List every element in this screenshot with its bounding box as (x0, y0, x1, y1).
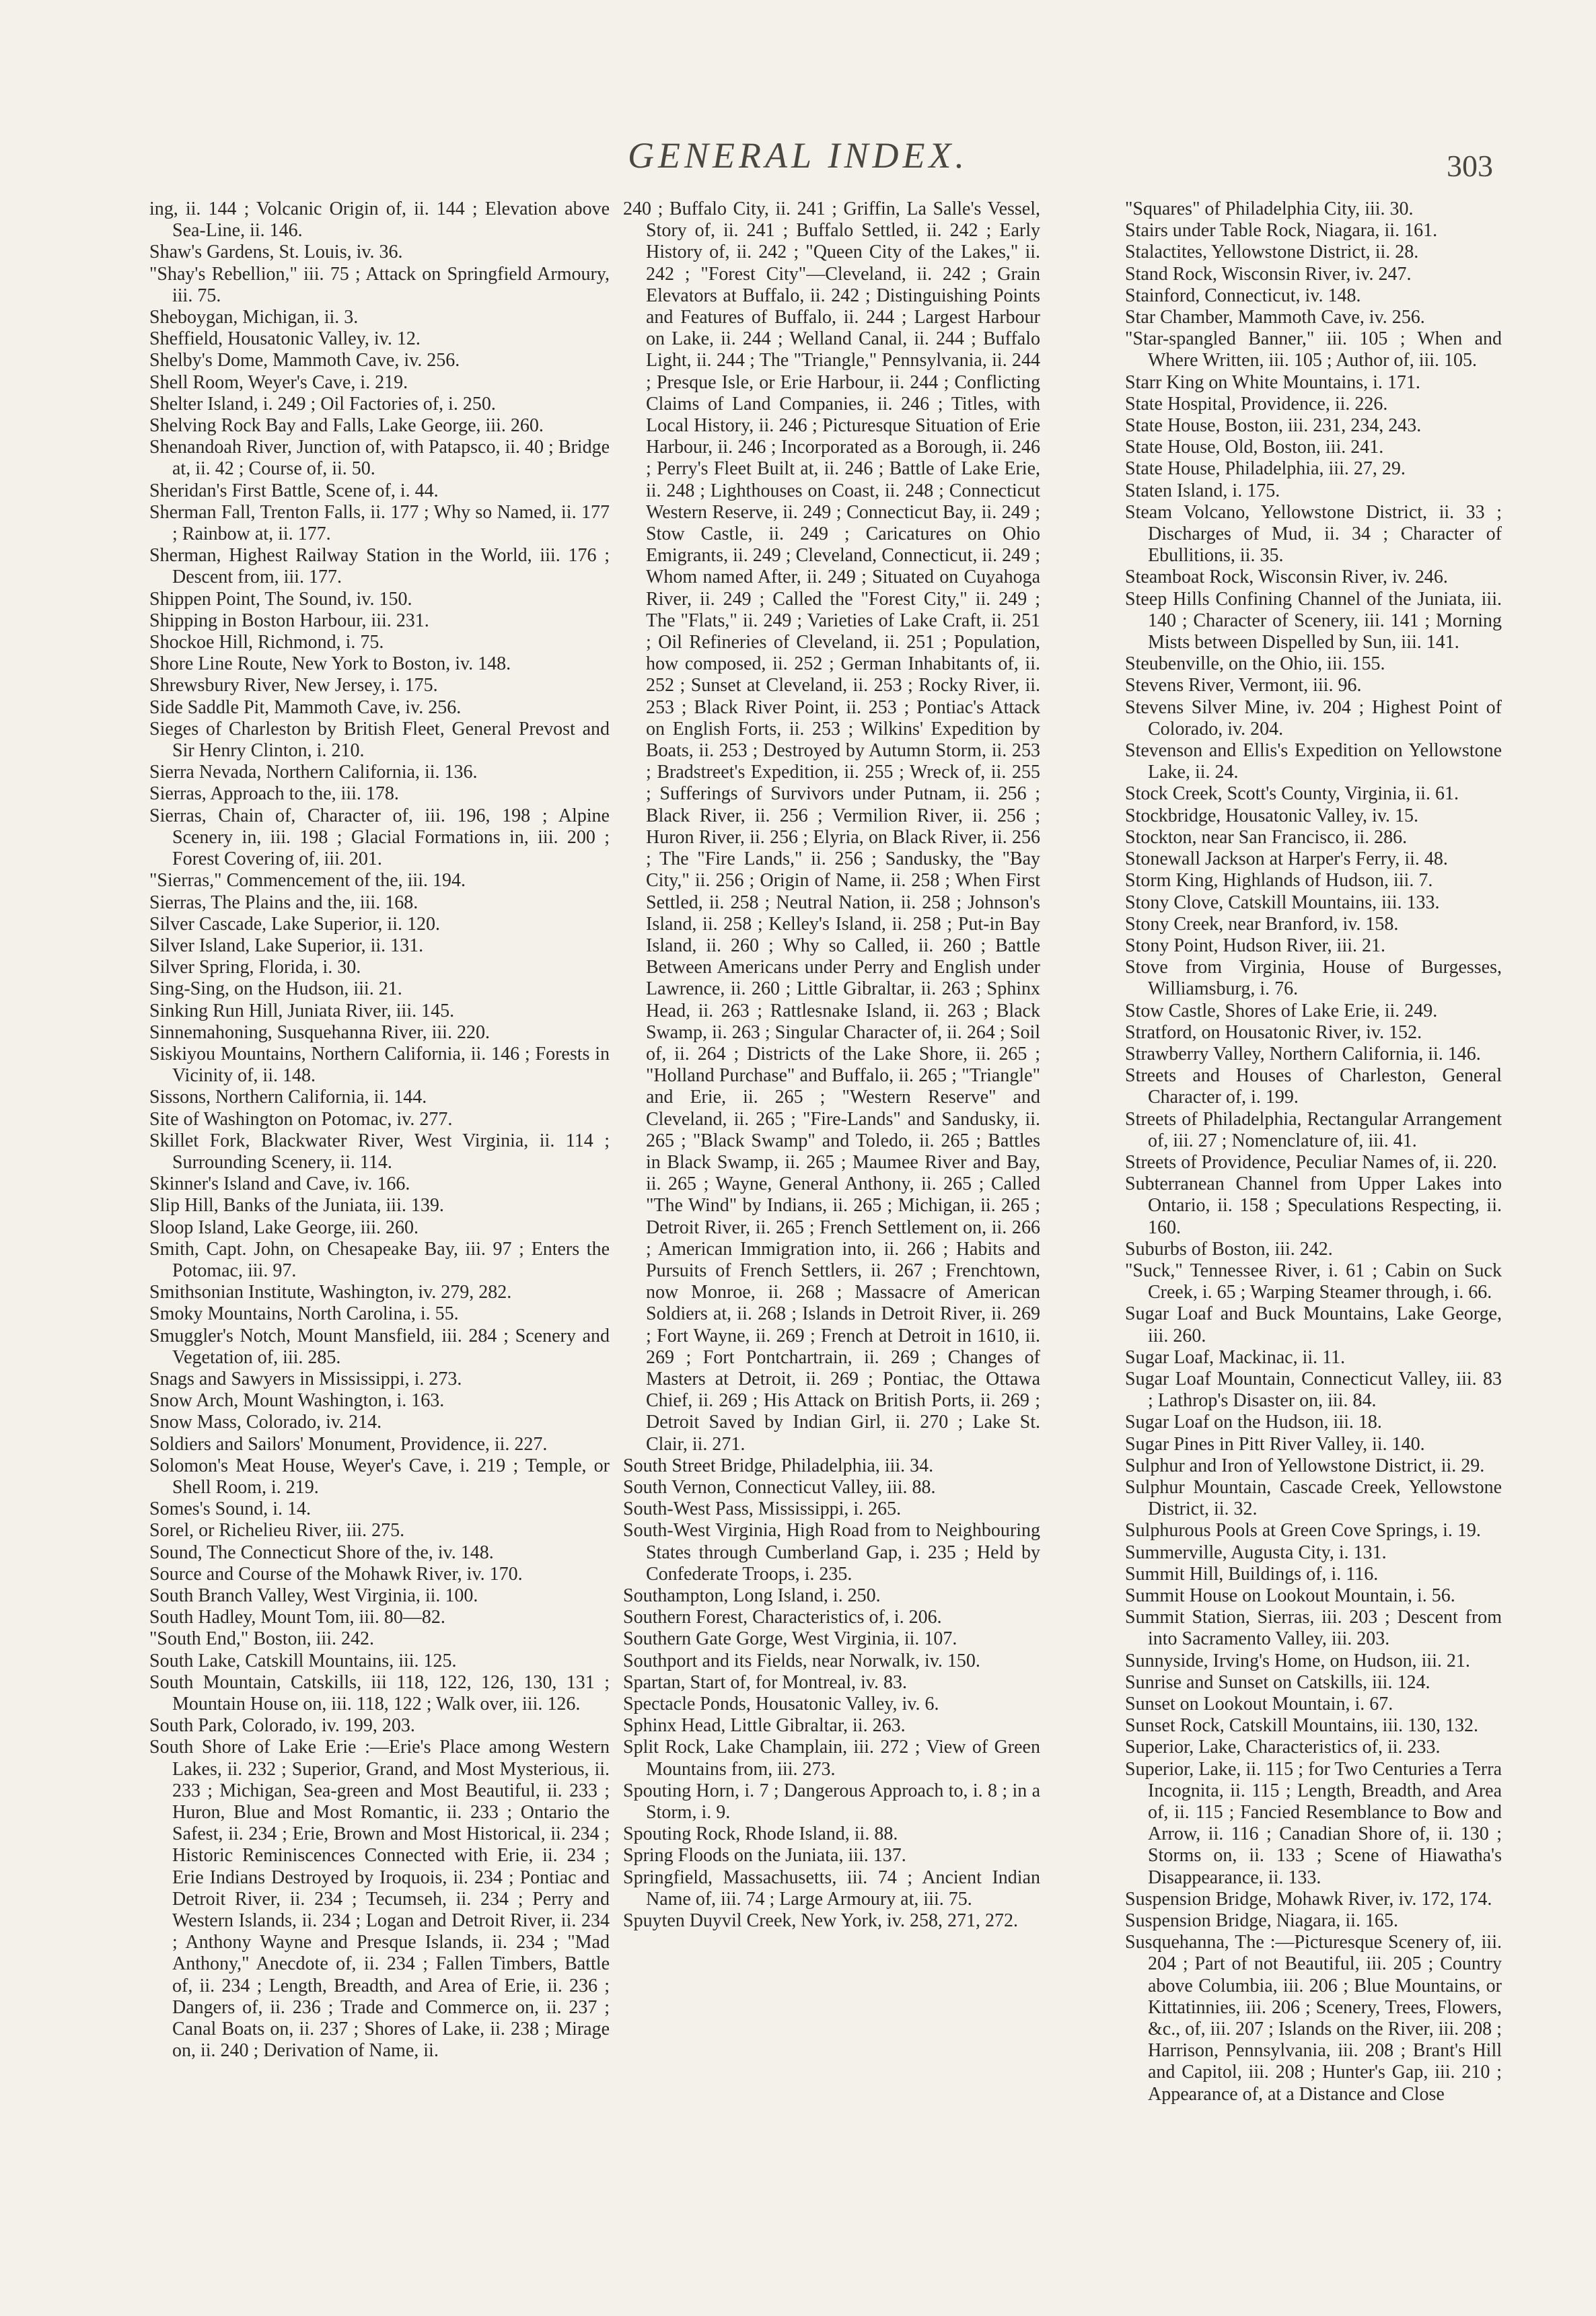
index-entry: Smith, Capt. John, on Chesapeake Bay, iii. 97 ; Enters the Potomac, iii. 97. (149, 1238, 610, 1281)
index-entry: South Park, Colorado, iv. 199, 203. (149, 1715, 415, 1737)
index-entry: South Street Bridge, Philadelphia, iii. 34. (623, 1455, 934, 1476)
index-entry: Susquehanna, The :—Picturesque Scenery of, iii. 204 ; Part of not Beautiful, iii. 205 ; Country above Columbia, iii. 206 ; Blue Mountains, or Kittatinnies, iii. 206 ; Scenery, Trees, Flowers, &c., of, iii. 207 ; Islands on the River, iii. 208 ; Harrison, Pennsylvania, iii. 208 ; Brant's Hill and Capitol, iii. 208 ; Hunter's Gap, iii. 210 ; Appearance of, at a Distance and Close (1125, 1932, 1502, 2105)
index-entry: Sinking Run Hill, Juniata River, iii. 145. (149, 1000, 455, 1021)
index-entry: "Star-spangled Banner," iii. 105 ; When and Where Written, iii. 105 ; Author of, iii. 105. (1125, 328, 1502, 371)
index-entry: Springfield, Massachusetts, iii. 74 ; Ancient Indian Name of, iii. 74 ; Large Armoury at, iii. 75. (623, 1867, 1040, 1910)
index-entry: ing, ii. 144 ; Volcanic Origin of, ii. 144 ; Elevation above Sea-Line, ii. 146. (149, 198, 610, 242)
index-entry: Stevenson and Ellis's Expedition on Yellowstone Lake, ii. 24. (1125, 740, 1502, 783)
index-entry: Sheboygan, Michigan, ii. 3. (149, 307, 359, 328)
index-column-3 (1125, 198, 1502, 2105)
index-entry: Star Chamber, Mammoth Cave, iv. 256. (1125, 307, 1425, 328)
index-entry: "Shay's Rebellion," iii. 75 ; Attack on Springfield Armoury, iii. 75. (149, 263, 610, 306)
index-entry: South Branch Valley, West Virginia, ii. 100. (149, 1585, 478, 1606)
running-head-title: GENERAL INDEX. (628, 135, 968, 176)
index-entry: Shaw's Gardens, St. Louis, iv. 36. (149, 242, 403, 263)
index-entry: Sunset on Lookout Mountain, i. 67. (1125, 1694, 1393, 1715)
index-entry: Sunrise and Sunset on Catskills, iii. 124. (1125, 1671, 1430, 1693)
index-entry: South Vernon, Connecticut Valley, iii. 88. (623, 1476, 936, 1498)
index-entry: Stairs under Table Rock, Niagara, ii. 161. (1125, 220, 1438, 242)
index-entry: Sphinx Head, Little Gibraltar, ii. 263. (623, 1715, 906, 1737)
index-entry: Solomon's Meat House, Weyer's Cave, i. 219 ; Temple, or Shell Room, i. 219. (149, 1455, 610, 1498)
index-entry: Sulphur and Iron of Yellowstone District, ii. 29. (1125, 1455, 1485, 1476)
index-entry: South Mountain, Catskills, iii 118, 122, 126, 130, 131 ; Mountain House on, iii. 118, 122 ; Walk over, iii. 126. (149, 1671, 610, 1715)
index-entry: Stalactites, Yellowstone District, ii. 28. (1125, 242, 1419, 263)
index-entry: Steam Volcano, Yellowstone District, ii. 33 ; Discharges of Mud, ii. 34 ; Character of Ebullitions, ii. 35. (1125, 501, 1502, 567)
index-entry: Snow Mass, Colorado, iv. 214. (149, 1412, 382, 1433)
index-entry: State House, Old, Boston, iii. 241. (1125, 437, 1384, 458)
index-entry: South-West Pass, Mississippi, i. 265. (623, 1498, 902, 1520)
index-entry: State House, Philadelphia, iii. 27, 29. (1125, 458, 1406, 480)
index-entry: Slip Hill, Banks of the Juniata, iii. 139. (149, 1195, 444, 1217)
index-entry: Sloop Island, Lake George, iii. 260. (149, 1217, 419, 1238)
index-entry: Shockoe Hill, Richmond, i. 75. (149, 632, 384, 653)
index-column-2 (623, 198, 1040, 1932)
index-entry: Sherman, Highest Railway Station in the World, iii. 176 ; Descent from, iii. 177. (149, 545, 610, 588)
index-entry: Summit Hill, Buildings of, i. 116. (1125, 1563, 1379, 1585)
index-entry: Soldiers and Sailors' Monument, Providence, ii. 227. (149, 1433, 548, 1455)
index-entry: Suspension Bridge, Mohawk River, iv. 172, 174. (1125, 1888, 1492, 1910)
index-entry: Streets of Philadelphia, Rectangular Arrangement of, iii. 27 ; Nomenclature of, iii. 41. (1125, 1108, 1502, 1151)
index-entry: Skinner's Island and Cave, iv. 166. (149, 1173, 410, 1195)
index-entry: Sieges of Charleston by British Fleet, General Prevost and Sir Henry Clinton, i. 210. (149, 718, 610, 762)
index-entry: Sheffield, Housatonic Valley, iv. 12. (149, 328, 421, 350)
index-entry: Suburbs of Boston, iii. 242. (1125, 1238, 1333, 1260)
index-entry: Spouting Rock, Rhode Island, ii. 88. (623, 1823, 898, 1845)
index-entry: Stove from Virginia, House of Burgesses, Williamsburg, i. 76. (1125, 957, 1502, 1000)
index-entry: Smithsonian Institute, Washington, iv. 279, 282. (149, 1282, 512, 1303)
index-entry: Storm King, Highlands of Hudson, iii. 7. (1125, 870, 1433, 892)
index-entry: Spouting Horn, i. 7 ; Dangerous Approach to, i. 8 ; in a Storm, i. 9. (623, 1780, 1040, 1823)
index-entry: "South End," Boston, iii. 242. (149, 1628, 375, 1650)
index-entry: Stony Creek, near Branford, iv. 158. (1125, 913, 1399, 935)
index-entry: Stratford, on Housatonic River, iv. 152. (1125, 1021, 1422, 1043)
index-entry: Stainford, Connecticut, iv. 148. (1125, 285, 1361, 306)
index-entry: Sierras, Chain of, Character of, iii. 196, 198 ; Alpine Scenery in, iii. 198 ; Glacial Formations in, iii. 200 ; Forest Covering of, iii. 201. (149, 805, 610, 870)
index-entry: Stonewall Jackson at Harper's Ferry, ii. 48. (1125, 848, 1448, 870)
index-entry: Spartan, Start of, for Montreal, iv. 83. (623, 1671, 907, 1693)
index-entry: Somes's Sound, i. 14. (149, 1498, 311, 1520)
index-entry: Sherman Fall, Trenton Falls, ii. 177 ; Why so Named, ii. 177 ; Rainbow at, ii. 177. (149, 501, 610, 545)
index-entry: Superior, Lake, Characteristics of, ii. 233. (1125, 1737, 1441, 1758)
index-entry: Stevens Silver Mine, iv. 204 ; Highest Point of Colorado, iv. 204. (1125, 696, 1502, 739)
index-entry: Starr King on White Mountains, i. 171. (1125, 371, 1420, 393)
index-entry: Sierras, Approach to the, iii. 178. (149, 783, 399, 805)
index-entry: Shippen Point, The Sound, iv. 150. (149, 588, 412, 610)
index-entry: Shore Line Route, New York to Boston, iv. 148. (149, 653, 511, 675)
page-number: 303 (1447, 149, 1493, 183)
index-entry: Sierras, The Plains and the, iii. 168. (149, 892, 419, 913)
index-entry: Spuyten Duyvil Creek, New York, iv. 258, 271, 272. (623, 1910, 1018, 1932)
index-entry: Silver Spring, Florida, i. 30. (149, 957, 361, 978)
index-entry: South-West Virginia, High Road from to Neighbouring States through Cumberland Gap, i. 235 ; Held by Confederate Troops, i. 235. (623, 1520, 1040, 1585)
index-entry: Sugar Loaf, Mackinac, ii. 11. (1125, 1346, 1346, 1368)
index-entry: Sorel, or Richelieu River, iii. 275. (149, 1520, 405, 1542)
index-entry: Sing-Sing, on the Hudson, iii. 21. (149, 978, 402, 1000)
index-entry: Southampton, Long Island, i. 250. (623, 1585, 881, 1606)
index-entry: Side Saddle Pit, Mammoth Cave, iv. 256. (149, 696, 462, 718)
index-entry: South Shore of Lake Erie :—Erie's Place among Western Lakes, ii. 232 ; Superior, Grand, and Most Mysterious, ii. 233 ; Michigan, Sea-green and Most Beautiful, ii. 233 ; Huron, Blue and Most Romantic, ii. 233 ; Ontario the Safest, ii. 234 ; Erie, Brown and Most Historical, ii. 234 ; Historic Reminiscences Connected with Erie, ii. 234 ; Erie Indians Destroyed by Iroquois, ii. 234 ; Pontiac and Detroit River, ii. 234 ; Tecumseh, ii. 234 ; Perry and Western Islands, ii. 234 ; Logan and Detroit River, ii. 234 ; Anthony Wayne and Presque Islands, ii. 234 ; "Mad Anthony," Anecdote of, ii. 234 ; Fallen Timbers, Battle of, ii. 234 ; Length, Breadth, and Area of Erie, ii. 236 ; Dangers of, ii. 236 ; Trade and Commerce on, ii. 237 ; Canal Boats on, ii. 237 ; Shores of Lake, ii. 238 ; Mirage on, ii. 240 ; Derivation of Name, ii. (149, 1737, 610, 2062)
index-entry: Site of Washington on Potomac, iv. 277. (149, 1108, 453, 1130)
index-entry: Shell Room, Weyer's Cave, i. 219. (149, 371, 408, 393)
index-entry: Sinnemahoning, Susquehanna River, iii. 220. (149, 1021, 490, 1043)
index-entry: Sulphur Mountain, Cascade Creek, Yellowstone District, ii. 32. (1125, 1476, 1502, 1520)
index-entry: Split Rock, Lake Champlain, iii. 272 ; View of Green Mountains from, iii. 273. (623, 1737, 1040, 1780)
index-column-1 (149, 198, 610, 2062)
index-entry: South Hadley, Mount Tom, iii. 80—82. (149, 1607, 445, 1628)
index-entry: Sierra Nevada, Northern California, ii. 136. (149, 762, 478, 783)
index-entry: Shelby's Dome, Mammoth Cave, iv. 256. (149, 350, 460, 371)
index-entry: Snags and Sawyers in Mississippi, i. 273. (149, 1368, 462, 1389)
index-entry: Shenandoah River, Junction of, with Patapsco, ii. 40 ; Bridge at, ii. 42 ; Course of, ii. 50. (149, 437, 610, 480)
index-entry: Stockton, near San Francisco, ii. 286. (1125, 826, 1408, 848)
index-entry: Sulphurous Pools at Green Cove Springs, i. 19. (1125, 1520, 1481, 1542)
index-entry: Southport and its Fields, near Norwalk, iv. 150. (623, 1650, 980, 1671)
index-entry: Smuggler's Notch, Mount Mansfield, iii. 284 ; Scenery and Vegetation of, iii. 285. (149, 1325, 610, 1368)
index-entry: Suspension Bridge, Niagara, ii. 165. (1125, 1910, 1398, 1932)
index-entry: Sugar Loaf on the Hudson, iii. 18. (1125, 1412, 1382, 1433)
index-entry: Summerville, Augusta City, i. 131. (1125, 1542, 1387, 1563)
index-entry: Stock Creek, Scott's County, Virginia, ii. 61. (1125, 783, 1459, 805)
index-entry: Steubenville, on the Ohio, iii. 155. (1125, 653, 1385, 675)
index-entry: Superior, Lake, ii. 115 ; for Two Centuries a Terra Incognita, ii. 115 ; Length, Breadth, and Area of, ii. 115 ; Fancied Resemblance to Bow and Arrow, ii. 116 ; Canadian Shore of, ii. 130 ; Storms on, ii. 133 ; Scene of Hiawatha's Disappearance, ii. 133. (1125, 1758, 1502, 1888)
index-entry: Stony Point, Hudson River, iii. 21. (1125, 935, 1386, 956)
index-entry: Stow Castle, Shores of Lake Erie, ii. 249. (1125, 1000, 1438, 1021)
index-entry: Summit House on Lookout Mountain, i. 56. (1125, 1585, 1455, 1606)
index-entry: "Sierras," Commencement of the, iii. 194. (149, 870, 466, 892)
index-entry: South Lake, Catskill Mountains, iii. 125. (149, 1650, 457, 1671)
index-entry: Staten Island, i. 175. (1125, 480, 1280, 501)
index-entry: Skillet Fork, Blackwater River, West Virginia, ii. 114 ; Surrounding Scenery, ii. 114. (149, 1130, 610, 1173)
index-entry: Smoky Mountains, North Carolina, i. 55. (149, 1303, 459, 1325)
index-entry: "Suck," Tennessee River, i. 61 ; Cabin on Suck Creek, i. 65 ; Warping Steamer through, i. 66. (1125, 1260, 1502, 1303)
index-entry: Shelving Rock Bay and Falls, Lake George, iii. 260. (149, 415, 544, 437)
index-entry: Summit Station, Sierras, iii. 203 ; Descent from into Sacramento Valley, iii. 203. (1125, 1607, 1502, 1650)
index-entry: Sugar Loaf Mountain, Connecticut Valley, iii. 83 ; Lathrop's Disaster on, iii. 84. (1125, 1368, 1502, 1412)
index-entry: Southern Forest, Characteristics of, i. 206. (623, 1607, 942, 1628)
index-entry: Sound, The Connecticut Shore of the, iv. 148. (149, 1542, 494, 1563)
index-entry: Sugar Loaf and Buck Mountains, Lake George, iii. 260. (1125, 1303, 1502, 1346)
index-entry: Shipping in Boston Harbour, iii. 231. (149, 610, 429, 631)
index-entry: Strawberry Valley, Northern California, ii. 146. (1125, 1043, 1481, 1064)
index-entry: Spectacle Ponds, Housatonic Valley, iv. 6. (623, 1694, 939, 1715)
index-entry: Sugar Pines in Pitt River Valley, ii. 140. (1125, 1433, 1425, 1455)
index-entry: Silver Cascade, Lake Superior, ii. 120. (149, 913, 440, 935)
index-entry: 240 ; Buffalo City, ii. 241 ; Griffin, La Salle's Vessel, Story of, ii. 241 ; Buffalo Settled, ii. 242 ; Early History of, ii. 242 ; "Queen City of the Lakes," ii. 242 ; "Forest City"—Cleveland, ii. 242 ; Grain Elevators at Buffalo, ii. 242 ; Distinguishing Points and Features of Buffalo, ii. 244 ; Largest Harbour on Lake, ii. 244 ; Welland Canal, ii. 244 ; Buffalo Light, ii. 244 ; The "Triangle," Pennsylvania, ii. 244 ; Presque Isle, or Erie Harbour, ii. 244 ; Conflicting Claims of Land Companies, ii. 246 ; Titles, with Local History, ii. 246 ; Picturesque Situation of Erie Harbour, ii. 246 ; Incorporated as a Borough, ii. 246 ; Perry's Fleet Built at, ii. 246 ; Battle of Lake Erie, ii. 248 ; Lighthouses on Coast, ii. 248 ; Connecticut Western Reserve, ii. 249 ; Connecticut Bay, ii. 249 ; Stow Castle, ii. 249 ; Caricatures on Ohio Emigrants, ii. 249 ; Cleveland, Connecticut, ii. 249 ; Whom named After, ii. 249 ; Situated on Cuyahoga River, ii. 249 ; Called the "Forest City," ii. 249 ; The "Flats," ii. 249 ; Varieties of Lake Craft, ii. 251 ; Oil Refineries of Cleveland, ii. 251 ; Population, how composed, ii. 252 ; German Inhabitants of, ii. 252 ; Sunset at Cleveland, ii. 253 ; Rocky River, ii. 253 ; Black River Point, ii. 253 ; Pontiac's Attack on English Forts, ii. 253 ; Wilkins' Expedition by Boats, ii. 253 ; Destroyed by Autumn Storm, ii. 253 ; Bradstreet's Expedition, ii. 255 ; Wreck of, ii. 255 ; Sufferings of Survivors under Putnam, ii. 256 ; Black River, ii. 256 ; Vermilion River, ii. 256 ; Huron River, ii. 256 ; Elyria, on Black River, ii. 256 ; The "Fire Lands," ii. 256 ; Sandusky, the "Bay City," ii. 256 ; Origin of Name, ii. 258 ; When First Settled, ii. 258 ; Neutral Nation, ii. 258 ; Johnson's Island, ii. 258 ; Kelley's Island, ii. 258 ; Put-in Bay Island, ii. 260 ; Why so Called, ii. 260 ; Battle Between Americans under Perry and English under Lawrence, ii. 260 ; Little Gibraltar, ii. 263 ; Sphinx Head, ii. 263 ; Rattlesnake Island, ii. 263 ; Black Swamp, ii. 263 ; Singular Character of, ii. 264 ; Soil of, ii. 264 ; Districts of the Lake Shore, ii. 265 ; "Holland Purchase" and Buffalo, ii. 265 ; "Triangle" and Erie, ii. 265 ; "Western Reserve" and Cleveland, ii. 265 ; "Fire-Lands" and Sandusky, ii. 265 ; "Black Swamp" and Toledo, ii. 265 ; Battles in Black Swamp, ii. 265 ; Maumee River and Bay, ii. 265 ; Wayne, General Anthony, ii. 265 ; Called "The Wind" by Indians, ii. 265 ; Michigan, ii. 265 ; Detroit River, ii. 265 ; French Settlement on, ii. 266 ; American Immigration into, ii. 266 ; Habits and Pursuits of French Settlers, ii. 267 ; Frenchtown, now Monroe, ii. 268 ; Massacre of American Soldiers at, ii. 268 ; Islands in Detroit River, ii. 269 ; Fort Wayne, ii. 269 ; French at Detroit in 1610, ii. 269 ; Fort Pontchartrain, ii. 269 ; Changes of Masters at Detroit, ii. 269 ; Pontiac, the Ottawa Chief, ii. 269 ; His Attack on British Ports, ii. 269 ; Detroit Saved by Indian Girl, ii. 270 ; Lake St. Clair, ii. 271. (623, 198, 1040, 1455)
index-entry: Silver Island, Lake Superior, ii. 131. (149, 935, 424, 956)
index-entry: Sissons, Northern California, ii. 144. (149, 1087, 427, 1108)
index-entry: Shelter Island, i. 249 ; Oil Factories of, i. 250. (149, 393, 496, 414)
index-entry: Steamboat Rock, Wisconsin River, iv. 246. (1125, 567, 1448, 588)
index-entry: Stand Rock, Wisconsin River, iv. 247. (1125, 263, 1412, 285)
index-entry: Shrewsbury River, New Jersey, i. 175. (149, 675, 438, 696)
index-entry: Southern Gate Gorge, West Virginia, ii. 107. (623, 1628, 957, 1650)
index-entry: Subterranean Channel from Upper Lakes into Ontario, ii. 158 ; Speculations Respecting, ii. 160. (1125, 1173, 1502, 1238)
index-entry: Streets and Houses of Charleston, General Character of, i. 199. (1125, 1065, 1502, 1108)
index-entry: Stockbridge, Housatonic Valley, iv. 15. (1125, 805, 1419, 826)
index-entry: State House, Boston, iii. 231, 234, 243. (1125, 415, 1422, 437)
index-entry: Stevens River, Vermont, iii. 96. (1125, 675, 1362, 696)
index-entry: Snow Arch, Mount Washington, i. 163. (149, 1390, 445, 1412)
index-entry: Sunnyside, Irving's Home, on Hudson, iii. 21. (1125, 1650, 1470, 1671)
index-entry: Stony Clove, Catskill Mountains, iii. 133. (1125, 892, 1440, 913)
index-entry: Siskiyou Mountains, Northern California, ii. 146 ; Forests in Vicinity of, ii. 148. (149, 1043, 610, 1087)
index-entry: Steep Hills Confining Channel of the Juniata, iii. 140 ; Character of Scenery, iii. 141 ; Morning Mists between Dispelled by Sun, iii. 141. (1125, 588, 1502, 653)
index-entry: Spring Floods on the Juniata, iii. 137. (623, 1845, 906, 1867)
index-entry: Source and Course of the Mohawk River, iv. 170. (149, 1563, 523, 1585)
index-entry: Sunset Rock, Catskill Mountains, iii. 130, 132. (1125, 1715, 1479, 1737)
index-entry: State Hospital, Providence, ii. 226. (1125, 393, 1388, 414)
index-entry: "Squares" of Philadelphia City, iii. 30. (1125, 198, 1414, 219)
index-entry: Streets of Providence, Peculiar Names of, ii. 220. (1125, 1151, 1497, 1173)
index-entry: Sheridan's First Battle, Scene of, i. 44. (149, 480, 439, 501)
